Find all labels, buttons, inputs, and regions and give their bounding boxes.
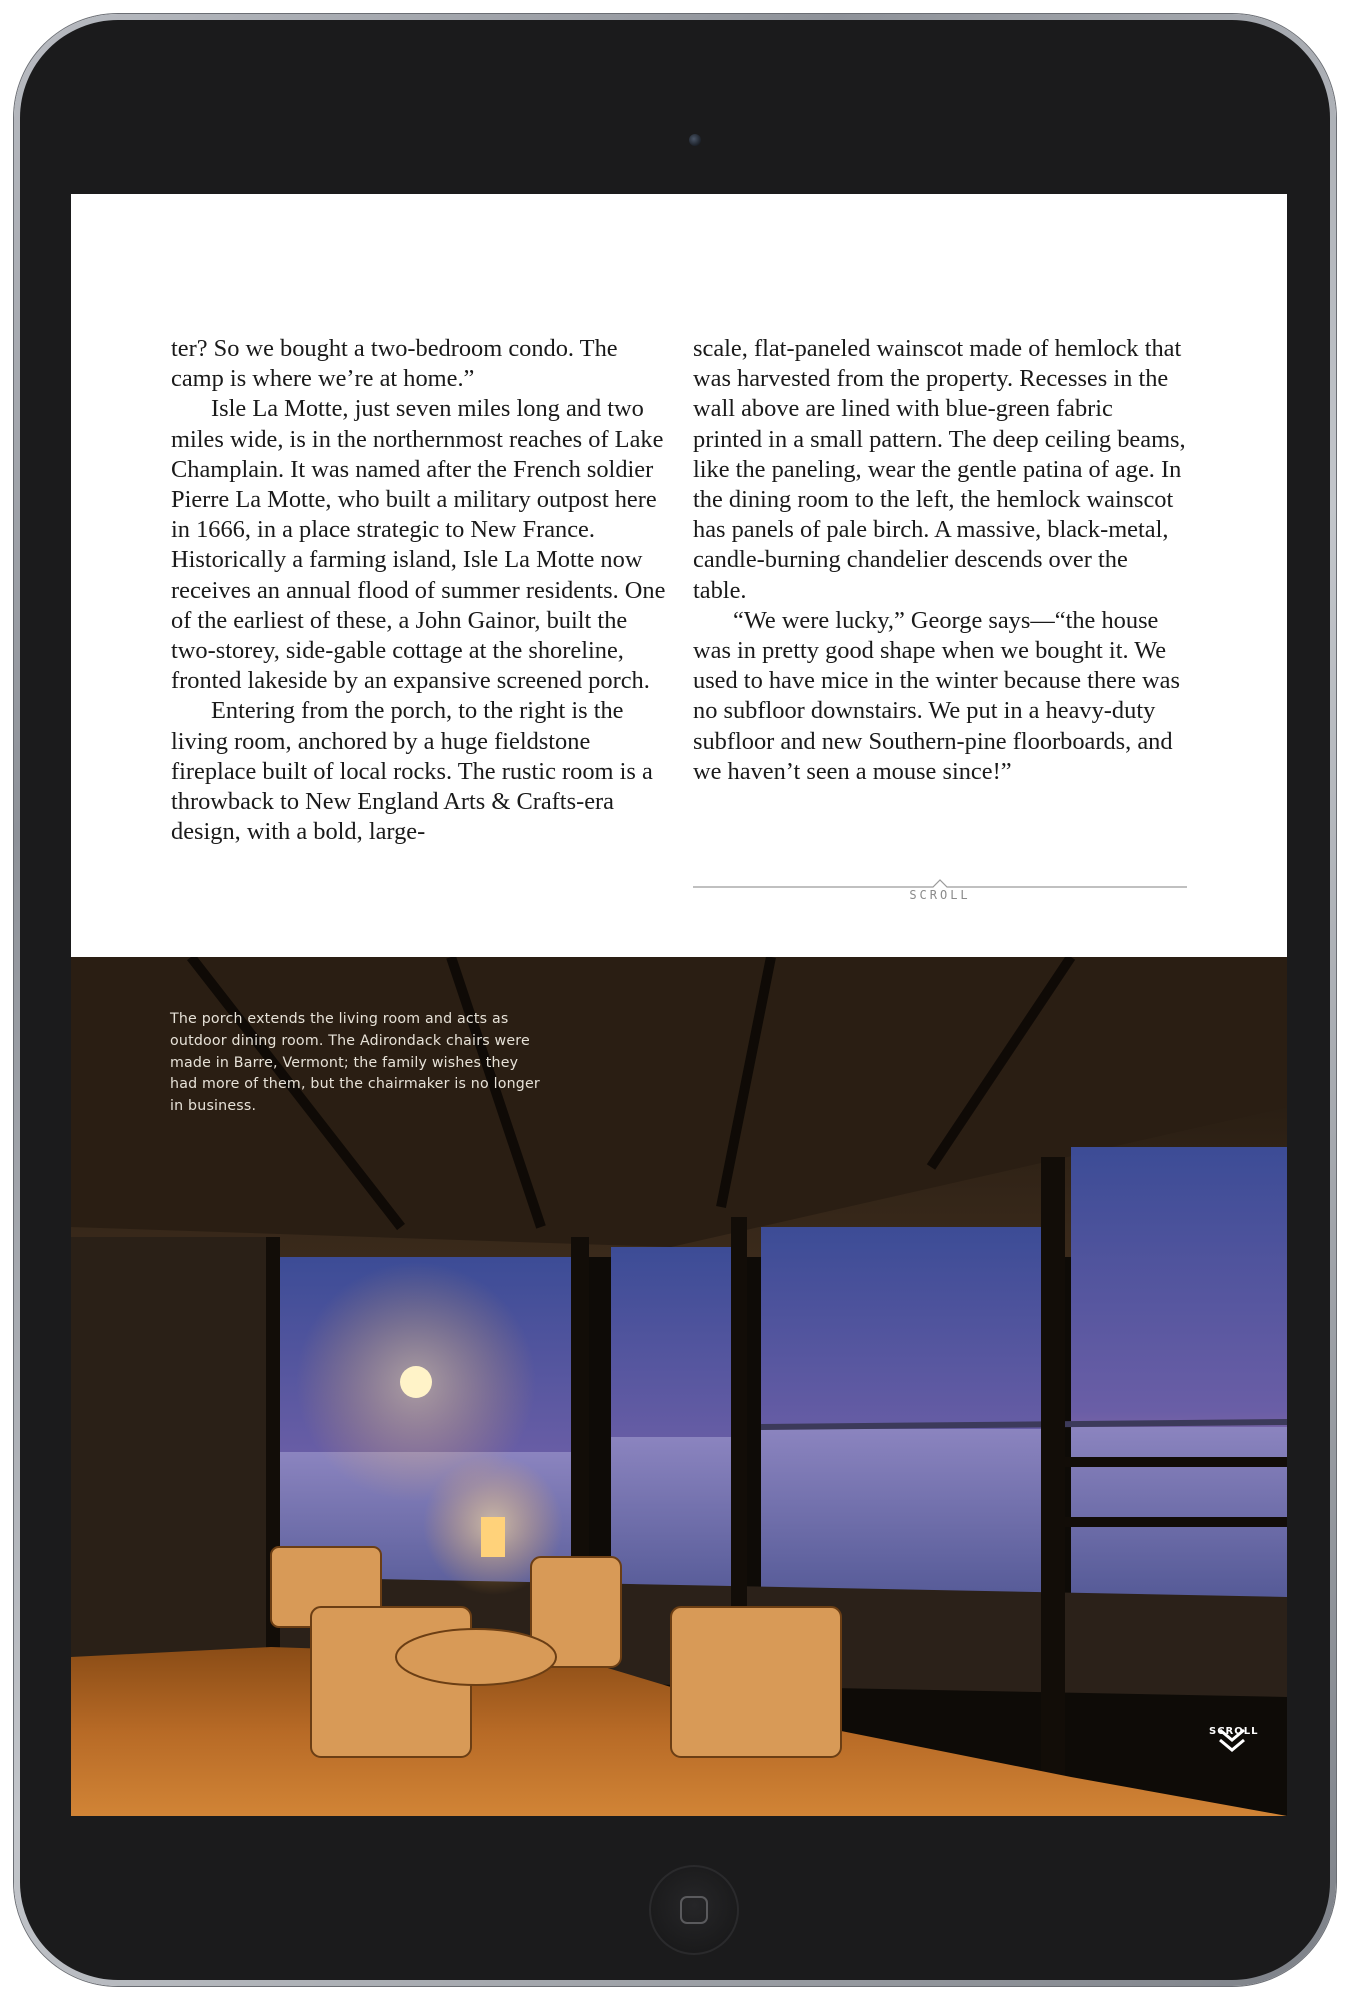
scroll-divider[interactable]	[693, 877, 1187, 911]
paragraph: scale, flat-paneled wainscot made of hemlock that was harvested from the property. Recesses in the wall above are lined with blue-green fabric printed in a small pattern. The deep ceiling beams, like the paneling, wear the gentle patina of age. In the dining room to the left, the hemlock wainscot has panels of pale birch. A massive, black-metal, candle-burning chandelier descends over the table.	[693, 335, 1186, 604]
scroll-badge-label: SCROLL	[1209, 1726, 1259, 1737]
camera-lens-icon	[689, 134, 701, 146]
paragraph: ter? So we bought a two-bedroom condo. The camp is where we’re at home.”	[171, 335, 618, 393]
scroll-chevrons-icon	[1209, 1726, 1259, 1756]
paragraph: “We were lucky,” George says—“the house was in pretty good shape when we bought it. We used to have mice in the winter because there was no subfloor downstairs. We put in a heavy-duty subfloor and new Southern-pine floorboards, and we haven’t seen a mouse since!”	[693, 606, 1180, 785]
home-square-glyph	[680, 1896, 708, 1924]
article-text-panel	[71, 194, 1287, 957]
tablet-screen	[71, 194, 1287, 1816]
photo-caption: The porch extends the living room and acts as outdoor dining room. The Adirondack chairs were made in Barre, Vermont; the family wishes they had more of them, but the chairmaker is no longer in business.	[170, 1011, 540, 1115]
porch-photo	[71, 957, 1287, 1816]
article-left-column	[171, 334, 671, 847]
article-right-column	[693, 334, 1187, 787]
scroll-label: SCROLL	[909, 888, 971, 902]
paragraph: Isle La Motte, just seven miles long and two miles wide, is in the northernmost reaches of Lake Champlain. It was named after the French soldier Pierre La Motte, who built a military outpost here in 1666, in a place strategic to New France. Historically a farming island, Isle La Motte now receives an annual flood of summer residents. One of the earliest of these, a John Gainor, built the two-storey, side-gable cottage at the shoreline, fronted lakeside by an expansive screened porch.	[171, 395, 666, 695]
paragraph: Entering from the porch, to the right is the living room, anchored by a huge fieldstone fireplace built of local rocks. The rustic room is a throwback to New England Arts & Crafts-era design, with a bold, large-	[171, 697, 653, 846]
scroll-button[interactable]	[1209, 1726, 1259, 1776]
home-button-icon[interactable]	[649, 1865, 739, 1955]
